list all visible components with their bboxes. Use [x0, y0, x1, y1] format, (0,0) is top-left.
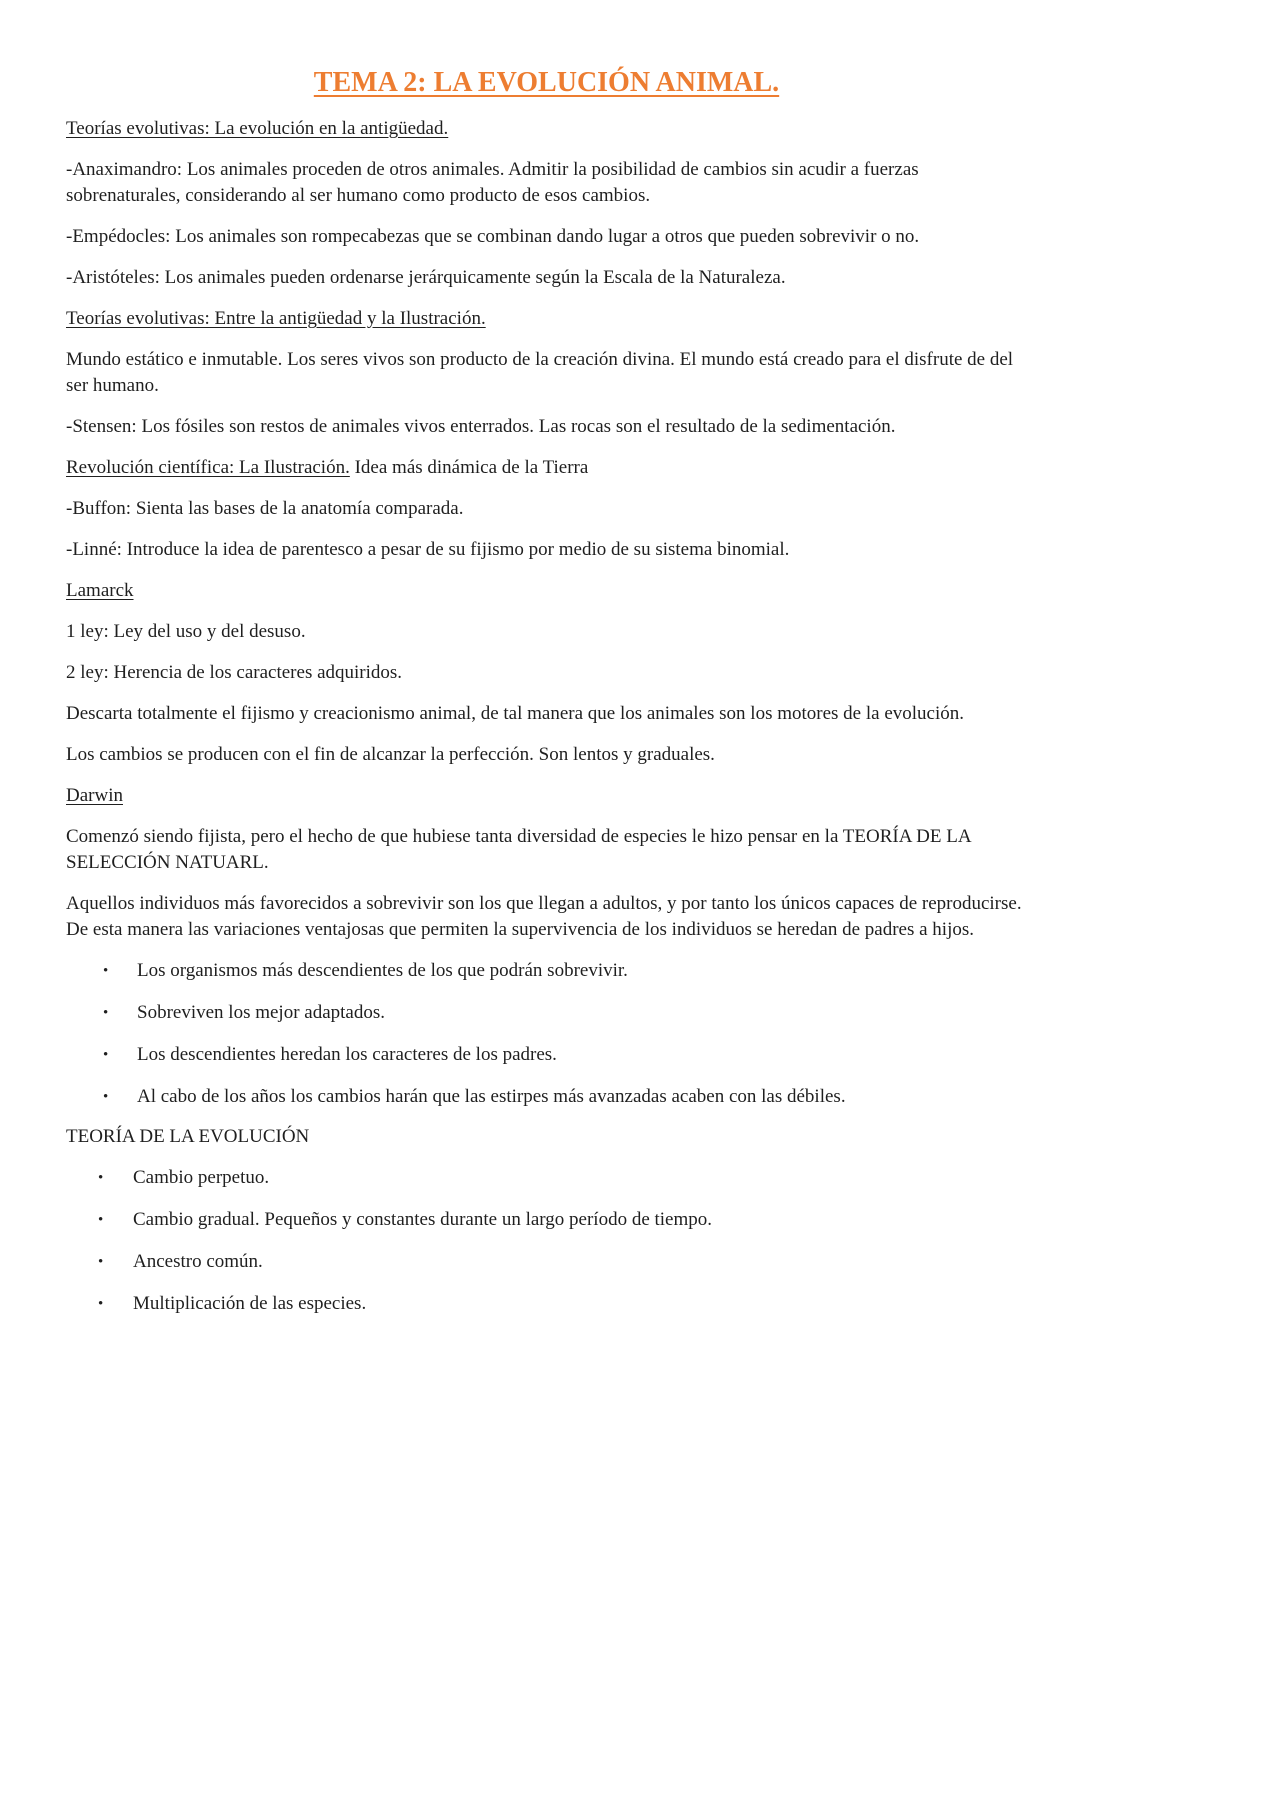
list-item: [66, 1042, 1027, 1068]
list-item-text: Cambio gradual. Pequeños y constantes durante un largo período de tiempo.: [133, 1209, 713, 1230]
list-item: [66, 1084, 1027, 1110]
bullet-icon: •: [103, 963, 109, 979]
paragraph-aquellos: Aquellos individuos más favorecidos a sobrevivir son los que llegan a adultos, y por tanto los únicos capaces de reproducirse. De esta manera las variaciones ventajosas que permiten la supervivencia de los individuos se heredan de padres a hijos.: [66, 893, 1022, 940]
heading-text: Darwin: [66, 785, 123, 806]
list-item-text: Ancestro común.: [133, 1251, 263, 1272]
list-item-text: Multiplicación de las especies.: [133, 1293, 367, 1314]
paragraph-mundo: Mundo estático e inmutable. Los seres vivos son producto de la creación divina. El mundo está creado para el disfrute de del ser humano.: [66, 349, 1014, 396]
section-heading-antiguedad: [66, 116, 1027, 142]
seleccion-bullet-list: [66, 958, 1027, 1110]
paragraph-anaximandro: -Anaximandro: Los animales proceden de otros animales. Admitir la posibilidad de cambios sin acudir a fuerzas sobrenaturales, considerando al ser humano como producto de esos cambios.: [66, 159, 919, 206]
section-heading-teoria: TEORÍA DE LA EVOLUCIÓN: [66, 1126, 310, 1147]
list-item-text: Los descendientes heredan los caracteres de los padres.: [137, 1044, 557, 1065]
section-heading-lamarck: [66, 578, 1027, 604]
list-item-text: Al cabo de los años los cambios harán que las estirpes más avanzadas acaben con las débiles.: [137, 1086, 846, 1107]
bullet-icon: •: [103, 1005, 109, 1021]
bullet-icon: •: [98, 1212, 104, 1228]
bullet-icon: •: [103, 1047, 109, 1063]
heading-suffix-text: Idea más dinámica de la Tierra: [349, 457, 589, 478]
bullet-icon: •: [103, 1089, 109, 1105]
list-item: [66, 958, 1027, 984]
paragraph-linne: -Linné: Introduce la idea de parentesco a pesar de su fijismo por medio de su sistema binomial.: [66, 539, 790, 560]
section-heading-darwin: [66, 783, 1027, 809]
bullet-icon: •: [98, 1254, 104, 1270]
paragraph-descarta: Descarta totalmente el fijismo y creacionismo animal, de tal manera que los animales son los motores de la evolución.: [66, 703, 965, 724]
paragraph-empedocles: -Empédocles: Los animales son rompecabezas que se combinan dando lugar a otros que pueden sobrevivir o no.: [66, 226, 920, 247]
section-heading-revolucion: [66, 455, 1027, 481]
list-item-text: Sobreviven los mejor adaptados.: [137, 1002, 386, 1023]
bullet-icon: •: [98, 1296, 104, 1312]
list-item: [66, 1165, 1027, 1191]
evolucion-bullet-list: [66, 1165, 1027, 1317]
paragraph-comenzo: Comenzó siendo fijista, pero el hecho de que hubiese tanta diversidad de especies le hizo pensar en la TEORÍA DE LA SELECCIÓN NATUARL.: [66, 826, 971, 873]
paragraph-ley1: 1 ley: Ley del uso y del desuso.: [66, 621, 306, 642]
bullet-icon: •: [98, 1170, 104, 1186]
list-item: [66, 1000, 1027, 1026]
heading-text: Teorías evolutivas: La evolución en la antigüedad.: [66, 118, 449, 139]
heading-text: Lamarck: [66, 580, 134, 601]
paragraph-buffon: -Buffon: Sienta las bases de la anatomía comparada.: [66, 498, 464, 519]
heading-text: Teorías evolutivas: Entre la antigüedad y la Ilustración.: [66, 308, 486, 329]
paragraph-stensen: -Stensen: Los fósiles son restos de animales vivos enterrados. Las rocas son el resultado de la sedimentación.: [66, 416, 896, 437]
page-title: TEMA 2: LA EVOLUCIÓN ANIMAL.: [313, 67, 780, 98]
paragraph-aristoteles: -Aristóteles: Los animales pueden ordenarse jerárquicamente según la Escala de la Naturaleza.: [66, 267, 786, 288]
section-heading-ilustracion: [66, 306, 1027, 332]
paragraph-cambios: Los cambios se producen con el fin de alcanzar la perfección. Son lentos y graduales.: [66, 744, 715, 765]
list-item: [66, 1207, 1027, 1233]
list-item: [66, 1249, 1027, 1275]
heading-text: Revolución científica: La Ilustración.: [66, 457, 350, 478]
paragraph-ley2: 2 ley: Herencia de los caracteres adquiridos.: [66, 662, 403, 683]
list-item-text: Los organismos más descendientes de los que podrán sobrevivir.: [137, 960, 628, 981]
list-item: [66, 1291, 1027, 1317]
list-item-text: Cambio perpetuo.: [133, 1167, 270, 1188]
